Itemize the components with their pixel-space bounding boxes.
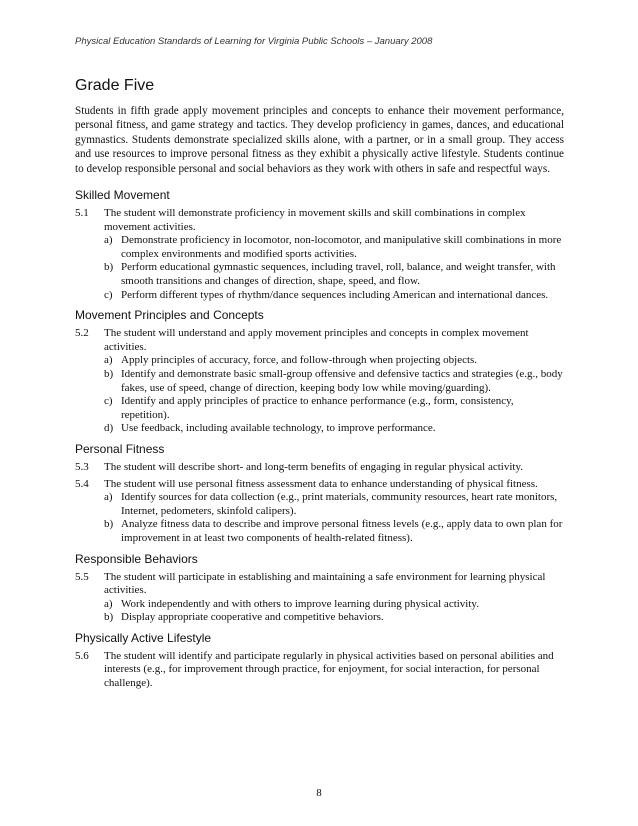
sub-item-letter: b) (104, 611, 114, 624)
standard-text: The student will participate in establishing and maintaining a safe environment for learning physical activities. (104, 570, 546, 597)
standard-item (75, 478, 564, 546)
section-heading: Responsible Behaviors (75, 551, 198, 566)
sub-item-letter: b) (104, 367, 114, 380)
sub-item-text: Perform different types of rhythm/dance sequences including American and international dances. (121, 288, 549, 301)
section (75, 552, 564, 625)
sub-item (104, 261, 564, 288)
standard-text: The student will demonstrate proficiency in movement skills and skill combinations in complex movement activities. (104, 207, 526, 233)
standard-number: 5.6 (75, 649, 89, 662)
standard-item (75, 461, 564, 475)
standard-body (104, 571, 564, 625)
standard-body (104, 650, 564, 691)
standard-body (104, 327, 564, 436)
standard-number: 5.1 (75, 207, 89, 220)
sub-item-letter: c) (104, 395, 113, 408)
section (75, 308, 564, 436)
section-heading: Movement Principles and Concepts (75, 308, 264, 323)
standard-text: The student will identify and participate regularly in physical activities based on personal abilities and interests (e.g., for improvement through practice, for enjoyment, for social interaction, for personal challenge). (104, 649, 554, 690)
sub-item-text: Analyze fitness data to describe and improve personal fitness levels (e.g., apply data to own plan for improvement in at least two components of health-related fitness). (121, 518, 563, 544)
sub-item-letter: a) (104, 491, 113, 504)
sub-item (104, 395, 564, 422)
sub-item (104, 368, 564, 395)
sub-item (104, 234, 564, 261)
page-title: Grade Five (75, 77, 155, 94)
sub-item-letter: a) (104, 234, 113, 247)
standard-number: 5.3 (75, 460, 89, 473)
section (75, 442, 564, 546)
sub-item-letter: b) (104, 518, 114, 531)
sub-item-text: Identify and apply principles of practice to enhance performance (e.g., form, consistency, repetition). (121, 395, 514, 421)
sub-item-letter: a) (104, 354, 113, 367)
standard-item (75, 571, 564, 625)
sub-item-letter: a) (104, 597, 113, 610)
standard-text: The student will understand and apply movement principles and concepts in complex movement activities. (104, 327, 529, 353)
sub-item-text: Identify and demonstrate basic small-group offensive and defensive tactics and strategies (e.g., body fakes, use of speed, change of direction, keeping body low while moving/guarding). (121, 367, 563, 394)
section-heading: Physically Active Lifestyle (75, 630, 212, 645)
sections-container (75, 188, 564, 691)
standard-item (75, 327, 564, 436)
running-header: Physical Education Standards of Learning for Virginia Public Schools – January 2008 (75, 36, 433, 47)
standard-text: The student will use personal fitness assessment data to enhance understanding of physical fitness. (104, 477, 538, 490)
sub-item-letter: c) (104, 288, 113, 301)
standard-body (104, 461, 564, 475)
page-content (75, 76, 564, 697)
sub-item-letter: d) (104, 422, 114, 435)
standard-item (75, 207, 564, 302)
standard-body (104, 478, 564, 546)
sub-item-letter: b) (104, 261, 114, 274)
sub-item (104, 611, 564, 625)
sub-item-text: Demonstrate proficiency in locomotor, non-locomotor, and manipulative skill combinations in more complex environments and modified sports activities. (121, 234, 562, 260)
standard-number: 5.2 (75, 327, 89, 340)
standard-number: 5.4 (75, 477, 89, 490)
sub-item-text: Use feedback, including available technology, to improve performance. (121, 422, 436, 435)
sub-item (104, 598, 564, 612)
section (75, 631, 564, 691)
standard-body (104, 207, 564, 302)
sub-item (104, 518, 564, 545)
sub-item-text: Identify sources for data collection (e.g., print materials, community resources, heart rate monitors, Internet, pedometers, skinfold calipers). (121, 491, 558, 517)
intro-paragraph: Students in fifth grade apply movement principles and concepts to enhance their movement performance, personal fitness, and game strategy and tactics. They develop proficiency in games, dances, and educational gymnastics. Students demonstrate specialized skills alone, with a partner, or in a small group. They access and use resources to improve personal fitness as they exhibit a physically active lifestyle. Students continue to develop responsible personal and social behaviors as they work with others in safe and respectful ways. (75, 105, 564, 175)
sub-item-text: Work independently and with others to improve learning during physical activity. (121, 597, 479, 610)
sub-item-text: Perform educational gymnastic sequences, including travel, roll, balance, and weight transfer, with smooth transitions and changes of direction, shape, speed, and flow. (121, 261, 556, 287)
standard-item (75, 650, 564, 691)
page-number: 8 (316, 787, 322, 799)
sub-item-text: Display appropriate cooperative and competitive behaviors. (121, 611, 384, 624)
sub-item (104, 422, 564, 436)
section-heading: Personal Fitness (75, 441, 165, 456)
sub-item (104, 289, 564, 303)
sub-item-text: Apply principles of accuracy, force, and follow-through when projecting objects. (121, 354, 478, 367)
standard-number: 5.5 (75, 570, 89, 583)
section-heading: Skilled Movement (75, 188, 170, 203)
section (75, 188, 564, 302)
sub-item (104, 354, 564, 368)
standard-text: The student will describe short- and long-term benefits of engaging in regular physical activity. (104, 460, 523, 473)
sub-item (104, 491, 564, 518)
